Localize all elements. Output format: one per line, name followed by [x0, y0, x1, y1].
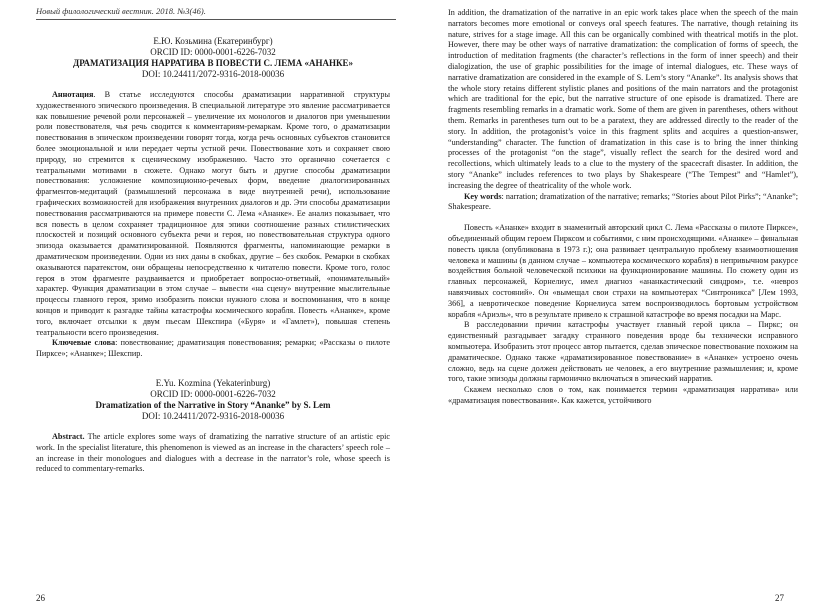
- en-abstract-text: The article explores some ways of dramatizing the narrative structure of an artistic epic work. In the specialist literature, this phenomenon is viewed as an increase in the characters’ speech role – an increase in their monologues and dialogues with a decrease in the narrator’s role, whose speech is reduced to commentary-remarks.: [36, 431, 390, 474]
- ru-orcid: ORCID ID: 0000-0001-6226-7032: [150, 47, 276, 57]
- en-abstract-label: Abstract.: [52, 431, 85, 441]
- body-paragraph-2: В расследовании причин катастрофы участвует главный герой цикла – Пиркс; он единственный разгадывает загадку странного поведения вроде бы технически исправного компьютера. Изобразить этот процесс автор пытается, сделав эпическое повествование похожим на драматическое. Однако также «драматизированное повествование» в «Ананке» устроено очень сложно, ведь на сцене должен действовать не человек, а его внутренние размышления; и, кроме того, такие эпизоды должны гармонично включаться в эпический нарратив.: [448, 320, 798, 384]
- ru-doi: DOI: 10.24411/2072-9316-2018-00036: [141, 69, 285, 79]
- en-doi: DOI: 10.24411/2072-9316-2018-00036: [141, 410, 285, 421]
- page-number-left: 26: [36, 593, 45, 603]
- en-author: E.Yu. Kozmina (Yekaterinburg): [155, 377, 271, 388]
- page-number-right: 27: [775, 593, 784, 603]
- ru-keywords-label: Ключевые слова: [52, 338, 116, 348]
- body-paragraph-3: Скажем несколько слов о том, как понимается термин «драматизация нарратива» или «драматизация повествования». Как кажется, устойчивого: [448, 385, 798, 405]
- en-abstract: [36, 432, 390, 475]
- ru-keywords: [36, 338, 390, 360]
- left-column: [36, 36, 390, 475]
- running-head: Новый филологический вестник. 2018. №3(46).: [36, 6, 206, 16]
- ru-author: Е.Ю. Козьмина (Екатеринбург): [153, 36, 273, 46]
- ru-title-block: [36, 36, 390, 80]
- en-keywords: [448, 192, 798, 214]
- en-keywords-text: : narration; dramatization of the narrative; remarks; “Stories about Pilot Pirks”; “Ananke”; Shakespeare.: [448, 191, 798, 212]
- body-paragraph-1: Повесть «Ананке» входит в знаменитый авторский цикл С. Лема «Рассказы о пилоте Пирксе», объединенный общим героем Пирксом и событиями, с ним происходящими. «Ананке» – финальная повесть цикла (опубликована в 1973 г.); она развивает центральную проблему взаимоотношения человека и машины (в данном случае – компьютера космического корабля) в непривычном ракурсе воздействия больной человеческой психики на функционирование машины. По сюжету один из главных персонажей, Корнелиус, имел диагноз «ананкастический синдром», т.е. «невроз навязчивых состояний». Он «вымещал свои страхи на компьютерах “Синтроникса” [Лем 1993, 366], а невротическое поведение Корнелиуса затем воспроизводилось бортовым устройством корабля «Ариэль», что в результате привело к страшной катастрофе во время посадки на Марс.: [448, 223, 798, 319]
- en-article-title: Dramatization of the Narrative in Story “Ananke” by S. Lem: [95, 399, 331, 410]
- right-column: [448, 8, 798, 407]
- en-keywords-label: Key words: [464, 191, 502, 201]
- ru-keywords-text: : повествование; драматизация повествования; ремарки; «Рассказы о пилоте Пирксе»; «Ананке»; Шекспир.: [36, 338, 391, 359]
- ru-abstract-label: Аннотация: [52, 90, 94, 99]
- header-rule: [36, 19, 396, 20]
- ru-abstract: [36, 90, 390, 338]
- ru-article-title: ДРАМАТИЗАЦИЯ НАРРАТИВА В ПОВЕСТИ С. ЛЕМА «АНАНКЕ»: [73, 58, 353, 68]
- en-title-block: [36, 378, 390, 422]
- en-abstract-continued: In addition, the dramatization of the narrative in an epic work takes place when the speech of the main narrators becomes more emotional or conveys oral speech features. The narrative, though retaining its nature, strives for a stage image. All this can be organically combined with theatrical motifs in the plot. However, there may be other ways of narrative dramatization: the complication of forms of speech, the introduction of meditation fragments (the character’s reflections in the form of inner speech) and their dialogization, the use of graphic possibilities for the image of internal dialogues, etc. These ways of narrative dramatization are considered in the example of S. Lem’s story “Ananke”. Its analysis shows that the whole story retains different stylistic planes and positions of the main narrators and the protagonist which are traditional for the epic, but the narrative structure of one episode is dramatized. There are fragments resembling remarks in a dramatic work. Some of them are given in parentheses, others without them. Remarks in parentheses turn out to be a paratext, they are addressed directly to the reader of the story. In addition, the protagonist’s voice in this fragment splits and acquires a question-answer, “understanding” character. The function of dramatization in this case is to bring the inner thinking processes of the protagonist “on the stage”, visually reflect the search for the desired word and recollections, which ultimately leads to a clue to the mystery of the spacecraft disaster. In addition, the story “Ananke” includes references to two plays by Shakespeare (“The Tempest” and “Hamlet”), increasing the degree of theatricality of the whole work.: [448, 8, 798, 190]
- ru-abstract-text: . В статье исследуются способы драматизации нарративной структуры художественного эпического произведения. В специальной литературе это явление рассматривается как повышение речевой роли персонажей – увеличение их монологов и диалогов при уменьшении роли повествователя, чья речь сводится к комментариям-ремаркам. Кроме того, о драматизации повествования в эпическом произведении говорят тогда, когда речь основных субъектов становится более эмоциональной и или передает черты устной речи. Повествование хоть и сохраняет свою природу, но стремится к сценическому изображению. Часто это органично сочетается с театральными мотивами в сюжете. Однако могут быть и другие способы драматизации повествования: усложнение композиционно-речевых форм, введение диалогизированных фрагментов-медитаций (размышлений персонажа в виде внутренней речи), использование графических возможностей для изображения внутренних диалогов и др. Эти способы драматизации повествования рассматриваются на примере повести С. Лема «Ананке». Ее анализ показывает, что вся повесть в целом сохраняет традиционное для эпики соотношение разных стилистических плоскостей и позиций основного субъекта речи и героя, но повествовательная структура одного эпизода оказывается драматизированной. Появляются фрагменты, напоминающие ремарки в драматическом произведении. Одни из них даны в скобках, другие – без скобок. Ремарки в скобках оказываются паратекстом, они обращены непосредственно к читателю повести. Кроме того, голос героя в этом фрагменте раздваивается и приобретает вопросно-ответный, «понимательный» характер. Функция драматизации в этом случае – вывести «на сцену» внутренние мыслительные процессы главного героя, зримо изобразить поиски нужного слова и воспоминания, что в конце концов и приводит к разгадке тайны катастрофы космического корабля. Повесть «Ананке», кроме того, включает отсылки к двум пьесам Шекспира («Буря» и «Гамлет»), повышая степень театральности всего произведения.: [36, 90, 390, 337]
- en-orcid: ORCID ID: 0000-0001-6226-7032: [150, 388, 276, 399]
